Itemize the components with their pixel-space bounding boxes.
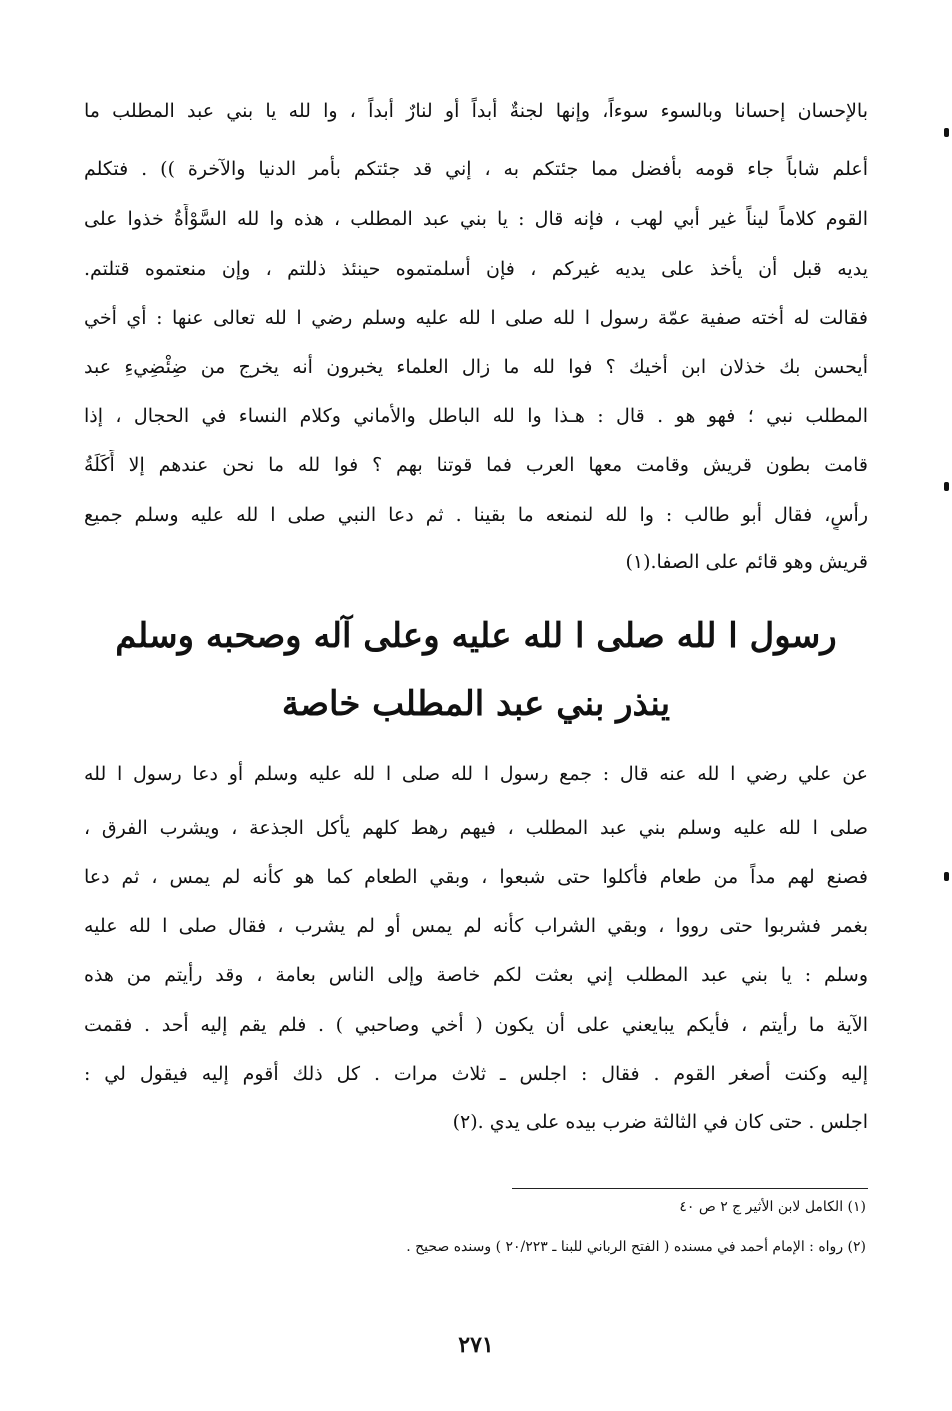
text-line-last: اجلس . حتى كان في الثالثة ضرب بيده على يدي .(٢) <box>452 1111 868 1133</box>
scan-mark-middle <box>944 482 949 491</box>
section-heading-line-1: رسول ا لله صلى ا لله عليه وعلى آله وصحبه وسلم <box>115 616 837 656</box>
page-number: ٢٧١ <box>458 1332 494 1358</box>
scan-mark-lower <box>944 872 949 881</box>
text-line: أعلم شاباً جاء قومه بأفضل مما جئتكم به ، إني قد جئتكم بأمر الدنيا والآخرة )) . فتكلم <box>84 158 868 180</box>
text-line: بغمر فشربوا حتى رووا ، وبقي الشراب كأنه لم يمس أو لم يشرب ، فقال صلى ا لله عليه <box>84 915 868 937</box>
text-line: أيحسن بك خذلان ابن أخيك ؟ فوا لله ما زال العلماء يخبرون أنه يخرج من ضِئْضِيءِ عبد <box>84 356 868 378</box>
text-line: فصنع لهم مداً من طعام فأكلوا حتى شبعوا ، وبقي الطعام كما هو كأنه لم يمس ، ثم دعا <box>84 866 868 888</box>
scan-mark-top <box>944 128 949 137</box>
text-line: فقالت له أخته صفية عمّة رسول ا لله صلى ا لله عليه وسلم رضي ا لله تعالى عنها : أي أخي <box>84 307 868 329</box>
text-line: الآية ما رأيتم ، فأيكم يبايعني على أن يكون ( أخي وصاحبي ) . فلم يقم إليه أحد . فقمت <box>84 1014 868 1036</box>
text-line: إليه وكنت أصغر القوم . فقال : اجلس ـ ثلاث مرات . كل ذلك أقوم إليه فيقول لي : <box>84 1063 868 1085</box>
text-line: القوم كلاماً ليناً غير أبي لهب ، فإنه قال : يا بني عبد المطلب ، هذه وا لله السَّوْأَةُ خذوا على <box>84 208 868 230</box>
section-heading-line-2: ينذر بني عبد المطلب خاصة <box>281 684 671 724</box>
footnote-1: (١) الكامل لابن الأثير ج ٢ ص ٤٠ <box>679 1199 866 1215</box>
text-line: المطلب نبي ؛ فهو هو . قال : هـذا وا لله الباطل والأماني وكلام النساء في الحجال ، إذا <box>84 405 868 427</box>
text-line: يديه قبل أن يأخذ على يديه غيركم ، فإن أسلمتموه حينئذ ذللتم ، وإن منعتموه قتلتم. <box>84 258 868 280</box>
text-line: عن علي رضي ا لله عنه قال : جمع رسول ا لله صلى ا لله عليه وسلم أو دعا رسول ا لله <box>84 763 868 785</box>
text-line-last: قريش وهو قائم على الصفا.(١) <box>625 551 868 573</box>
text-line: بالإحسان إحسانا وبالسوء سوءاً، وإنها لجنةٌ أبداً أو لنارٌ أبداً ، وا لله يا بني عبد المطلب ما <box>84 100 868 122</box>
footnote-2: (٢) رواه : الإمام أحمد في مسنده ( الفتح الرباني للبنا ـ ٢٠/٢٢٣ ) وسنده صحيح . <box>406 1239 866 1255</box>
text-line: رأسٍ، فقال أبو طالب : وا لله لنمنعه ما بقينا . ثم دعا النبي صلى ا لله عليه وسلم جميع <box>84 504 868 526</box>
text-line: وسلم : يا بني عبد المطلب إني بعثت لكم خاصة وإلى الناس بعامة ، وقد رأيتم من هذه <box>84 964 868 986</box>
footnote-divider <box>512 1188 868 1189</box>
text-line: قامت بطون قريش وقامت معها العرب فما قوتنا بهم ؟ فوا لله ما نحن عندهم إلا أَكَلَةُ <box>84 454 868 476</box>
text-line: صلى ا لله عليه وسلم بني عبد المطلب ، فيهم رهط كلهم يأكل الجذعة ، ويشرب الفرق ، <box>84 817 868 839</box>
